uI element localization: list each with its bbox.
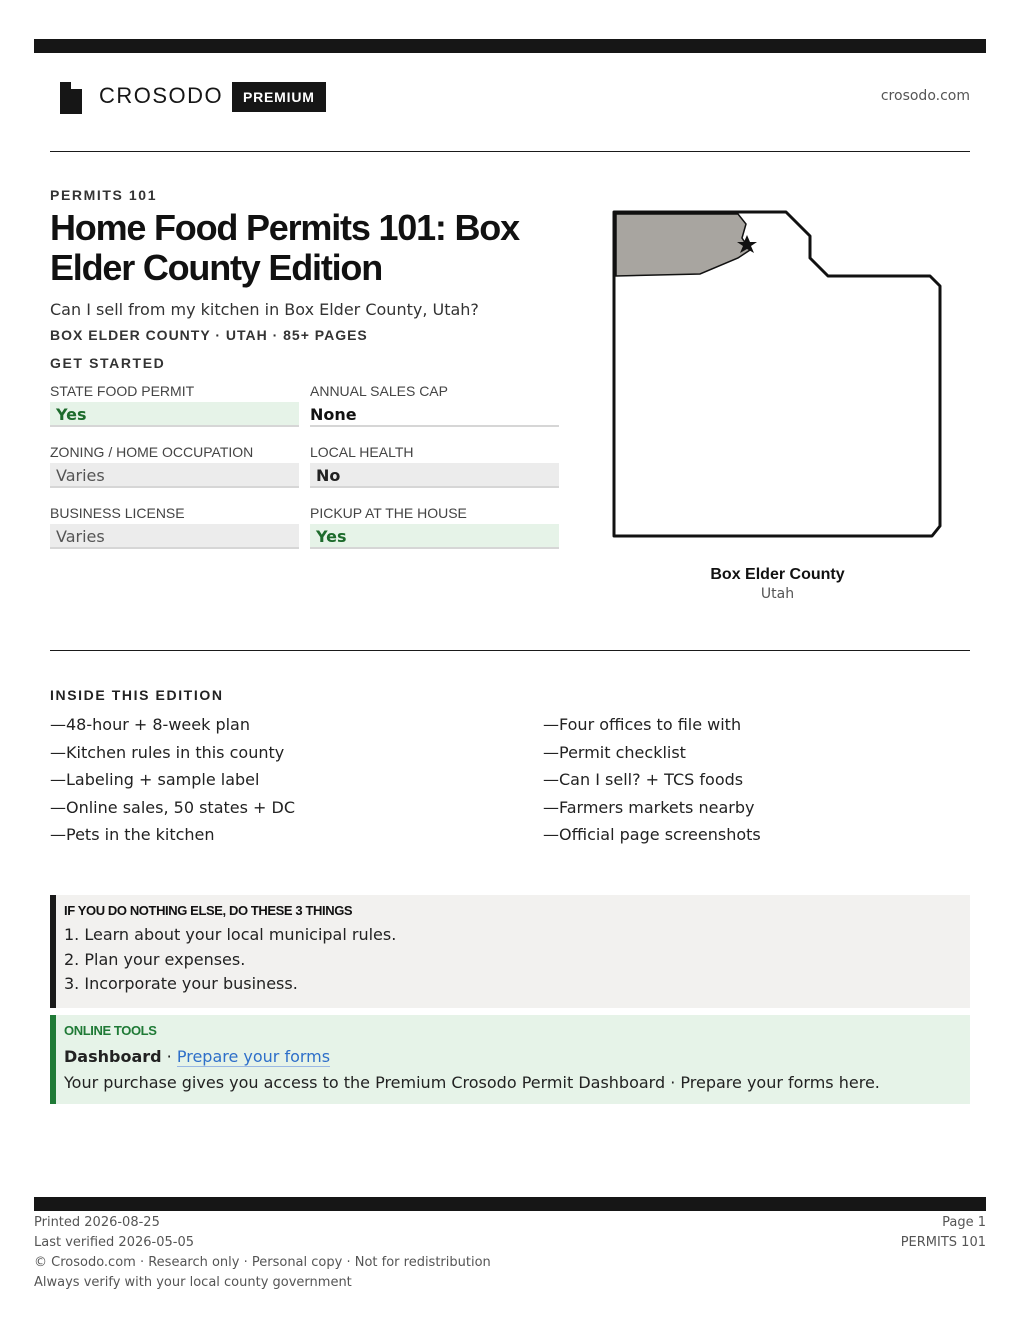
inside-edition-heading: INSIDE THIS EDITION xyxy=(50,687,224,703)
footer-section: PERMITS 101 xyxy=(900,1235,986,1250)
printed-date: Printed 2026-08-25 xyxy=(34,1215,160,1230)
fact-zoning xyxy=(50,443,299,504)
online-tools-title: ONLINE TOOLS xyxy=(64,1023,157,1038)
online-tools-description: Your purchase gives you access to the Premium Crosodo Permit Dashboard · Prepare your forms here. xyxy=(64,1073,880,1092)
premium-badge: PREMIUM xyxy=(232,82,326,112)
disclaimer: Always verify with your local county government xyxy=(34,1275,352,1290)
toc-item: —Can I sell? + TCS foods xyxy=(543,770,744,789)
section-kicker: PERMITS 101 xyxy=(50,187,158,203)
copyright-notice: © Crosodo.com · Research only · Personal copy · Not for redistribution xyxy=(34,1255,491,1270)
separator: · xyxy=(161,1047,177,1066)
fact-value: Yes xyxy=(50,402,299,427)
dashboard-line xyxy=(64,1047,960,1073)
fact-value: Varies xyxy=(50,524,299,549)
toc-right-column xyxy=(543,714,761,852)
page-title: Home Food Permits 101: Box Elder County Edition xyxy=(50,207,519,288)
footer-right xyxy=(901,1213,986,1253)
fact-label: BUSINESS LICENSE xyxy=(50,505,185,521)
facts-grid xyxy=(50,382,559,565)
get-started-heading: GET STARTED xyxy=(50,355,166,371)
fact-business-license xyxy=(50,504,299,565)
brand-name: CROSODO xyxy=(99,83,224,108)
step-item: 2. Plan your expenses. xyxy=(64,949,246,969)
fact-pickup-at-house xyxy=(310,504,559,565)
edition-meta: BOX ELDER COUNTY · UTAH · 85+ PAGES xyxy=(50,327,368,343)
three-things-callout xyxy=(50,895,970,1008)
fact-label: ANNUAL SALES CAP xyxy=(310,383,448,399)
toc-item: —Farmers markets nearby xyxy=(543,797,755,817)
footer-left xyxy=(34,1213,491,1293)
toc-item: —Online sales, 50 states + DC xyxy=(50,797,296,817)
fact-local-health xyxy=(310,443,559,504)
utah-county-map xyxy=(610,206,946,542)
bottom-rule xyxy=(34,1197,986,1211)
dashboard-label: Dashboard xyxy=(64,1047,162,1066)
verified-date: Last verified 2026-05-05 xyxy=(34,1235,194,1250)
toc-left-column xyxy=(50,714,295,852)
toc-item: —Official page screenshots xyxy=(543,825,761,844)
utah-state-icon xyxy=(58,80,84,114)
fact-label: STATE FOOD PERMIT xyxy=(50,383,195,399)
toc-item: —48-hour + 8-week plan xyxy=(50,715,250,734)
site-url[interactable]: crosodo.com xyxy=(880,88,970,104)
section-divider xyxy=(50,650,970,651)
fact-label: PICKUP AT THE HOUSE xyxy=(310,505,467,521)
header-divider xyxy=(50,151,970,152)
page-subtitle: Can I sell from my kitchen in Box Elder County, Utah? xyxy=(50,300,479,319)
online-tools-callout xyxy=(50,1015,970,1104)
step-item: 3. Incorporate your business. xyxy=(64,974,298,993)
step-item: 1. Learn about your local municipal rules. xyxy=(64,925,397,944)
toc-item: —Labeling + sample label xyxy=(50,770,260,789)
page-number: Page 1 xyxy=(942,1215,986,1230)
top-rule xyxy=(34,39,986,53)
fact-label: LOCAL HEALTH xyxy=(310,444,414,460)
fact-value: Yes xyxy=(310,524,559,549)
toc-item: —Kitchen rules in this county xyxy=(50,742,285,762)
steps-list xyxy=(64,925,960,999)
callout-title: IF YOU DO NOTHING ELSE, DO THESE 3 THINGS xyxy=(64,903,353,918)
map-caption xyxy=(610,566,945,602)
toc-item: —Permit checklist xyxy=(543,742,686,762)
fact-annual-sales-cap xyxy=(310,382,559,443)
fact-label: ZONING / HOME OCCUPATION xyxy=(50,444,254,460)
fact-state-food-permit xyxy=(50,382,299,443)
toc-item: —Pets in the kitchen xyxy=(50,825,215,844)
map-state-name: Utah xyxy=(760,586,795,602)
header xyxy=(50,78,970,118)
fact-value: Varies xyxy=(50,463,299,488)
fact-value: None xyxy=(310,402,559,427)
prepare-forms-link[interactable]: Prepare your forms xyxy=(176,1047,331,1066)
toc-item: —Four offices to file with xyxy=(543,715,742,734)
map-county-name: Box Elder County xyxy=(710,566,845,583)
fact-value: No xyxy=(310,463,559,488)
